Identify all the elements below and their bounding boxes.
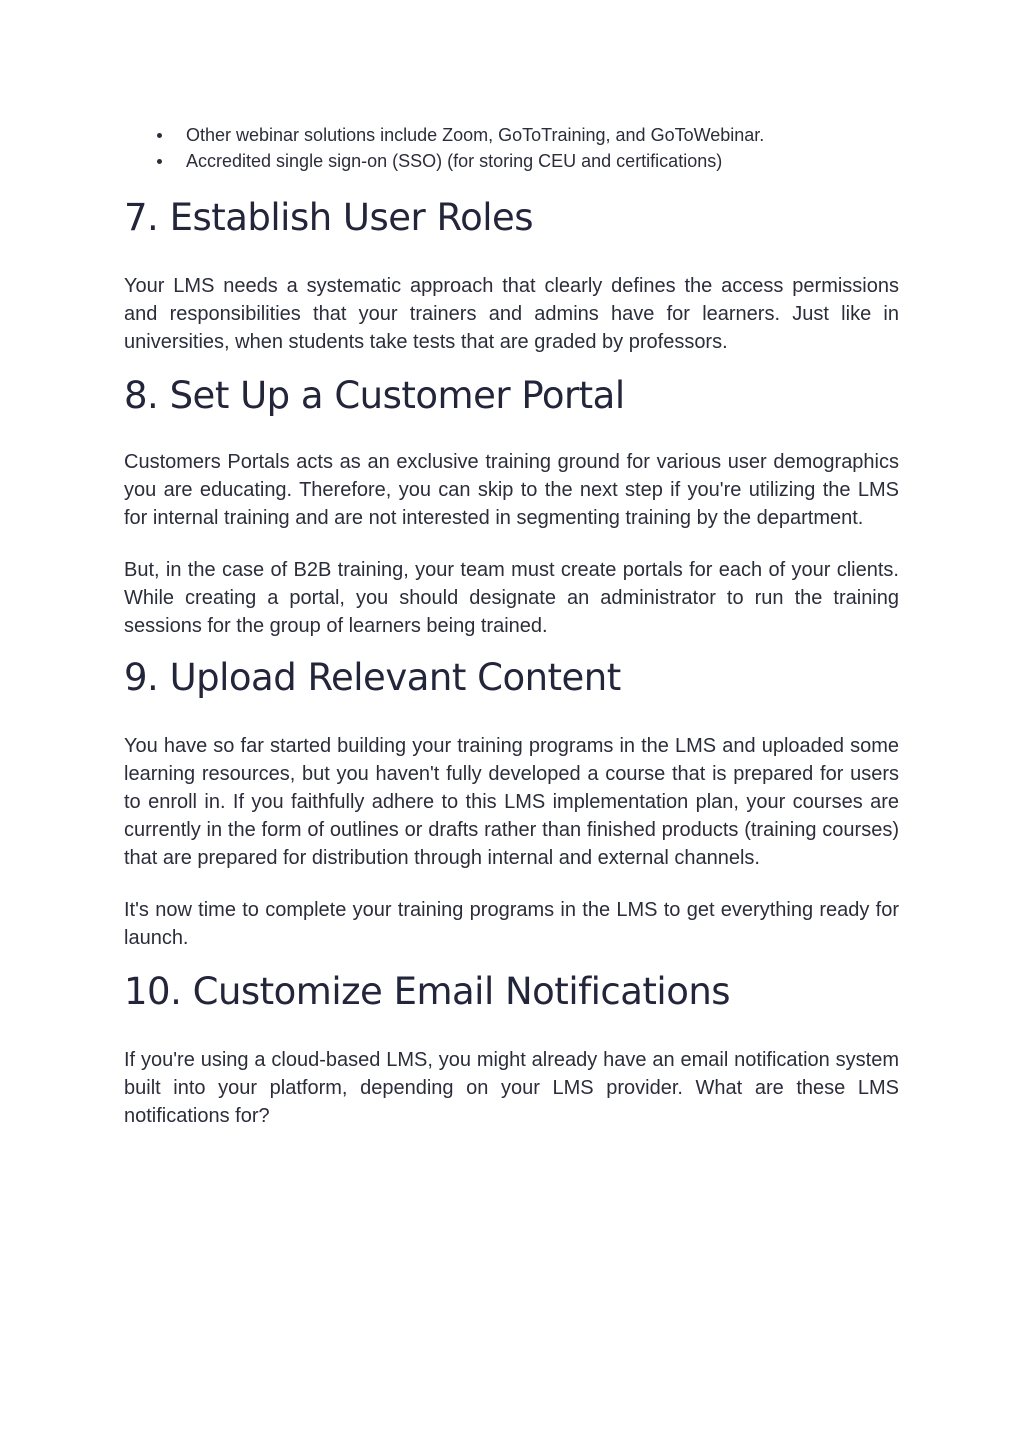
section-paragraph: Your LMS needs a systematic approach that clearly defines the access permissions and responsibilities that your trainers and admins have for learners. Just like in universities, when students take tests that are graded by professors. — [124, 275, 899, 353]
list-item — [124, 122, 899, 148]
bullet-dot-icon — [157, 159, 162, 164]
section-paragraph: Customers Portals acts as an exclusive training ground for various user demographics you are educating. Therefore, you can skip to the next step if you're utilizing the LMS for internal training and are not interested in segmenting training by the department. — [124, 451, 899, 529]
document-page — [124, 122, 899, 1130]
list-item-text: Accredited single sign-on (SSO) (for storing CEU and certifications) — [186, 151, 723, 171]
section-heading-user-roles: 7. Establish User Roles — [124, 196, 534, 239]
section-heading-email-notifications: 10. Customize Email Notifications — [124, 970, 731, 1013]
section-paragraph: If you're using a cloud-based LMS, you might already have an email notification system built into your platform, depending on your LMS provider. What are these LMS notifications for? — [124, 1049, 899, 1127]
list-item — [124, 148, 899, 174]
bullet-dot-icon — [157, 133, 162, 138]
section-paragraph: It's now time to complete your training programs in the LMS to get everything ready for launch. — [124, 899, 899, 949]
bullet-list — [124, 122, 899, 174]
section-paragraph: You have so far started building your training programs in the LMS and uploaded some learning resources, but you haven't fully developed a course that is prepared for users to enroll in. If you faithfully adhere to this LMS implementation plan, your courses are currently in the form of outlines or drafts rather than finished products (training courses) that are prepared for distribution through internal and external channels. — [124, 735, 899, 869]
section-heading-customer-portal: 8. Set Up a Customer Portal — [124, 374, 625, 417]
section-heading-upload-content: 9. Upload Relevant Content — [124, 656, 621, 699]
list-item-text: Other webinar solutions include Zoom, GoToTraining, and GoToWebinar. — [186, 125, 765, 145]
section-paragraph: But, in the case of B2B training, your team must create portals for each of your clients. While creating a portal, you should designate an administrator to run the training sessions for the group of learners being trained. — [124, 559, 899, 637]
